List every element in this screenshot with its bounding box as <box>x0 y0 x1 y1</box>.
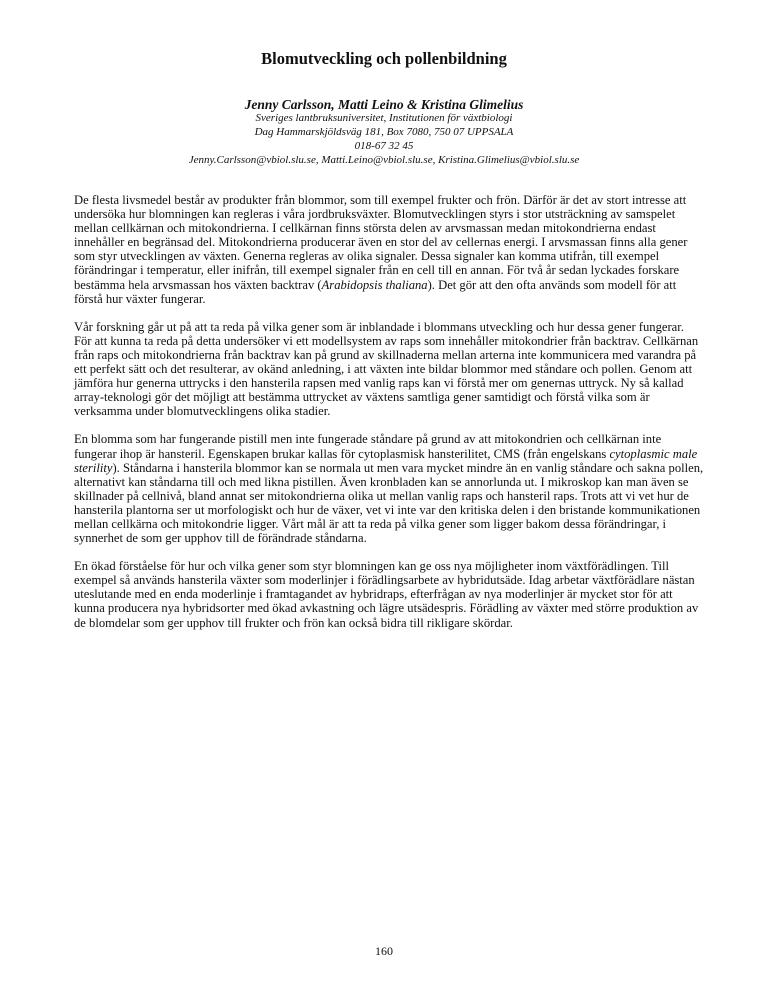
paragraph-2: Vår forskning går ut på att ta reda på vilka gener som är inblandade i blommans utveckling och hur dessa gener fungerar. För att kunna ta reda på detta undersöker vi ett modellsystem av raps som innehåller mitokondrier från backtrav. Cellkärnan från raps och mitokondrierna från backtrav kan på grund av skillnaderna mellan arterna inte kommunicera med varandra på ett perfekt sätt och det resulterar, av okänd anledning, i att växten inte bildar blommor med ståndare och pollen. Genom att jämföra hur generna uttrycks i den hansterila rapsen med vanlig raps kan vi förstå mer om genernas uttryck. Ny så kallad array-teknologi gör det möjligt att bestämma uttrycket av växtens samtliga gener samtidigt och förstå vilka som är verksamma under blomutvecklingens olika stadier. <box>74 319 699 419</box>
paragraph-4: En ökad förståelse för hur och vilka gener som styr blomningen kan ge oss nya möjligheter inom växtförädlingen. Till exempel så används hansterila växter som moderlinjer i förädlingsarbete av hybridutsäde. Idag arbetar växtförädlare nästan uteslutande med en enda moderlinje i framtagandet av hybridraps, efterfrågan av nya moderlinjer är mycket stor för att kunna producera nya hybridsorter med ökad avkastning och lägre utsädespris. Förädling av växter med större produktion av de blomdelar som ger upphov till frukter och frön kan också bidra till rikligare skördar. <box>74 559 699 630</box>
affiliation: Sveriges lantbruksuniversitet, Institutionen för växtbiologi <box>255 112 513 124</box>
page-number: 160 <box>375 944 393 958</box>
body-text <box>74 193 704 644</box>
emails: Jenny.Carlsson@vbiol.slu.se, Matti.Leino@vbiol.slu.se, Kristina.Glimelius@vbiol.slu.se <box>188 154 580 166</box>
phone: 018-67 32 45 <box>354 140 414 152</box>
address: Dag Hammarskjöldsväg 181, Box 7080, 750 07 UPPSALA <box>254 126 514 138</box>
paragraph-1: De flesta livsmedel består av produkter från blommor, som till exempel frukter och frön. Därför är det av stort intresse att undersöka hur blomningen kan regleras i våra jordbruksväxter. Blomutvecklingen styrs i stor utsträckning av samspelet mellan cellkärnan och mitokondrierna. I cellkärnan finns största delen av arvsmassan medan mitokondrierna endast innehåller en begränsad del. Mitokondrierna producerar även en stor del av cellernas energi. I arvsmassan finns alla gener som styr utvecklingen av växten. Generna regleras av olika signaler. Dessa signaler kan komma utifrån, till exempel förändringar i temperatur, eller inifrån, till exempel signaler från en cell till en annan. För två år sedan lyckades forskare bestämma hela arvsmassan hos växten backtrav (Arabidopsis thaliana). Det gör att den ofta används som modell för att förstå hur växter fungerar. <box>74 193 688 306</box>
english-term: cytoplasmic male sterility <box>74 446 698 475</box>
species-name: Arabidopsis thaliana <box>321 277 428 292</box>
paragraph-3: En blomma som har fungerande pistill men inte fungerade ståndare på grund av att mitokondrien och cellkärnan inte fungerar ihop är hansteril. Egenskapen brukar kallas för cytoplasmisk hansterilitet, CMS (från engelskans cytoplasmic male sterility). Ståndarna i hansterila blommor kan se normala ut men vara mycket mindre än en vanlig ståndare och sakna pollen, alternativt kan ståndarna till och med likna pistillen. Även kronbladen kan se annorlunda ut. I mikroskop kan man även se skillnader på cellnivå, bland annat ser mitokondrierna olika ut mellan vanlig raps och hansteril raps. Trots att vi vet hur de hansterila plantorna ser ut morfologiskt och hur de växer, vet vi inte var den kritiska delen i den bristande kommunikationen mellan cellkärna och mitokondrie ligger. Vårt mål är att ta reda på vilka gener som ligger bakom dessa förändringar, i synnerhet de som ger upphov till de förändrade ståndarna. <box>74 432 704 546</box>
authors: Jenny Carlsson, Matti Leino & Kristina Glimelius <box>244 97 524 112</box>
page-title: Blomutveckling och pollenbildning <box>261 49 507 68</box>
